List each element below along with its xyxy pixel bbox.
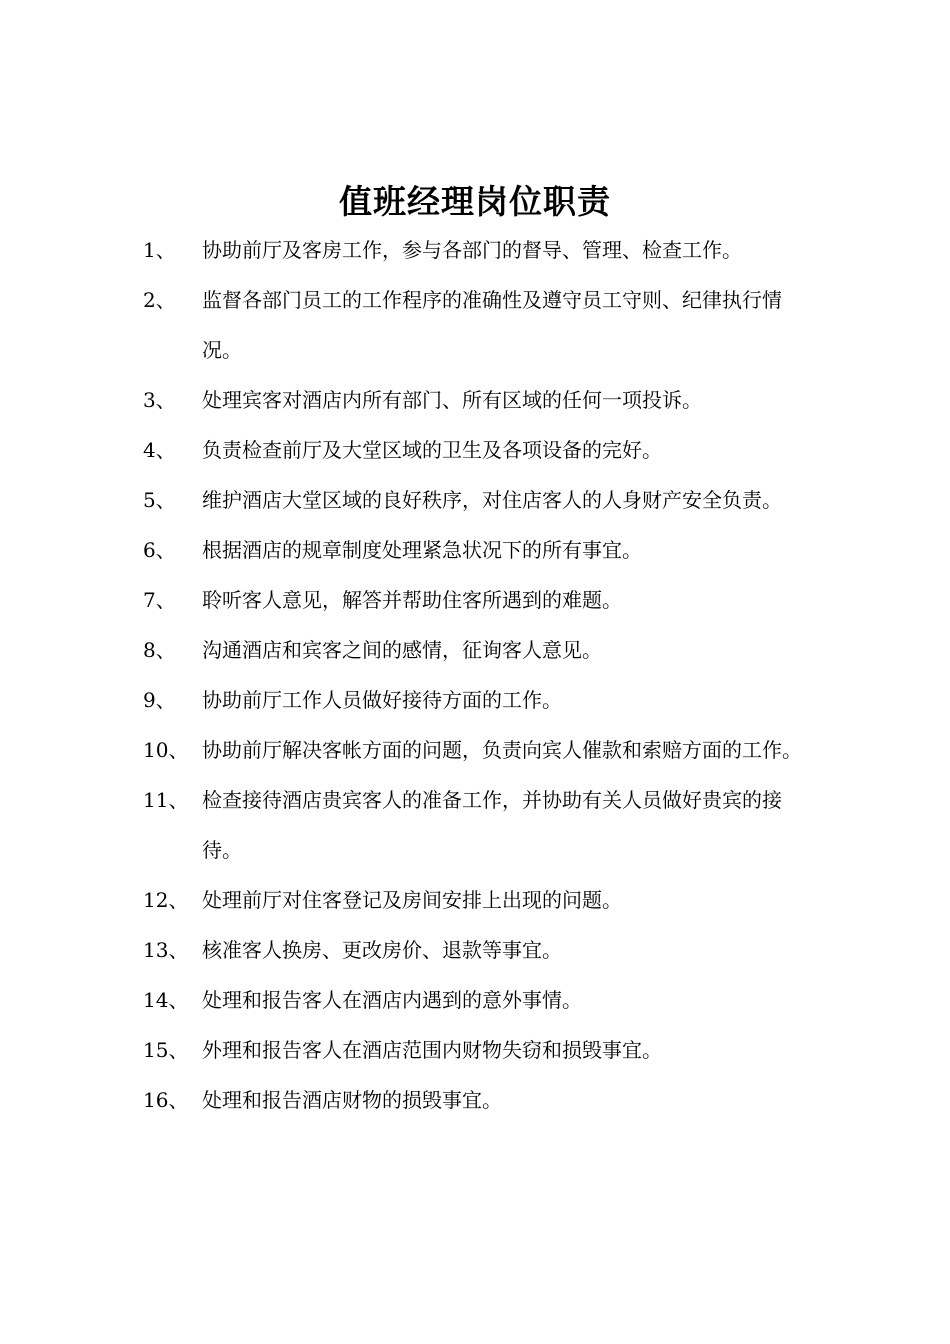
item-number: 15、 (143, 1038, 189, 1062)
item-number: 16、 (143, 1088, 189, 1112)
list-item (0, 225, 950, 275)
item-text: 处理和报告酒店财物的损毁事宜。 (202, 1088, 502, 1112)
list-item (0, 1075, 950, 1125)
item-text: 处理和报告客人在酒店内遇到的意外事情。 (202, 988, 582, 1012)
list-item (0, 875, 950, 925)
list-item (0, 275, 950, 375)
list-item (0, 375, 950, 425)
item-number: 11、 (143, 788, 189, 812)
list-item (0, 425, 950, 475)
item-number: 3、 (143, 388, 176, 412)
item-text: 聆听客人意见，解答并帮助住客所遇到的难题。 (202, 588, 622, 612)
list-item (0, 975, 950, 1025)
item-number: 4、 (143, 438, 176, 462)
item-text: 外理和报告客人在酒店范围内财物失窃和损毁事宜。 (202, 1038, 662, 1062)
list-item (0, 725, 950, 775)
item-number: 10、 (143, 738, 189, 762)
item-text: 负责检查前厅及大堂区域的卫生及各项设备的完好。 (202, 438, 662, 462)
duty-list (0, 225, 950, 1125)
item-number: 2、 (143, 288, 176, 312)
item-text: 维护酒店大堂区域的良好秩序，对住店客人的人身财产安全负责。 (202, 488, 782, 512)
item-text: 协助前厅解决客帐方面的问题，负责向宾人催款和索赔方面的工作。 (202, 738, 802, 762)
item-number: 1、 (143, 238, 176, 262)
list-item (0, 1025, 950, 1075)
list-item (0, 775, 950, 875)
list-item (0, 525, 950, 575)
item-text: 协助前厅工作人员做好接待方面的工作。 (202, 688, 562, 712)
list-item (0, 625, 950, 675)
item-text: 处理前厅对住客登记及房间安排上出现的问题。 (202, 888, 622, 912)
item-text: 协助前厅及客房工作，参与各部门的督导、管理、检查工作。 (202, 238, 742, 262)
item-text: 处理宾客对酒店内所有部门、所有区域的任何一项投诉。 (202, 388, 702, 412)
item-text: 监督各部门员工的工作程序的准确性及遵守员工守则、纪律执行情况。 (202, 288, 782, 362)
item-number: 6、 (143, 538, 176, 562)
item-number: 5、 (143, 488, 176, 512)
item-number: 9、 (143, 688, 176, 712)
list-item (0, 675, 950, 725)
item-number: 8、 (143, 638, 176, 662)
list-item (0, 575, 950, 625)
item-number: 12、 (143, 888, 189, 912)
item-number: 7、 (143, 588, 176, 612)
item-text: 根据酒店的规章制度处理紧急状况下的所有事宜。 (202, 538, 642, 562)
item-text: 核准客人换房、更改房价、退款等事宜。 (202, 938, 562, 962)
list-item (0, 475, 950, 525)
item-text: 检查接待酒店贵宾客人的准备工作，并协助有关人员做好贵宾的接待。 (202, 788, 782, 862)
item-number: 13、 (143, 938, 189, 962)
item-number: 14、 (143, 988, 189, 1012)
list-item (0, 925, 950, 975)
document-title: 值班经理岗位职责 (339, 182, 611, 221)
item-text: 沟通酒店和宾客之间的感情，征询客人意见。 (202, 638, 602, 662)
